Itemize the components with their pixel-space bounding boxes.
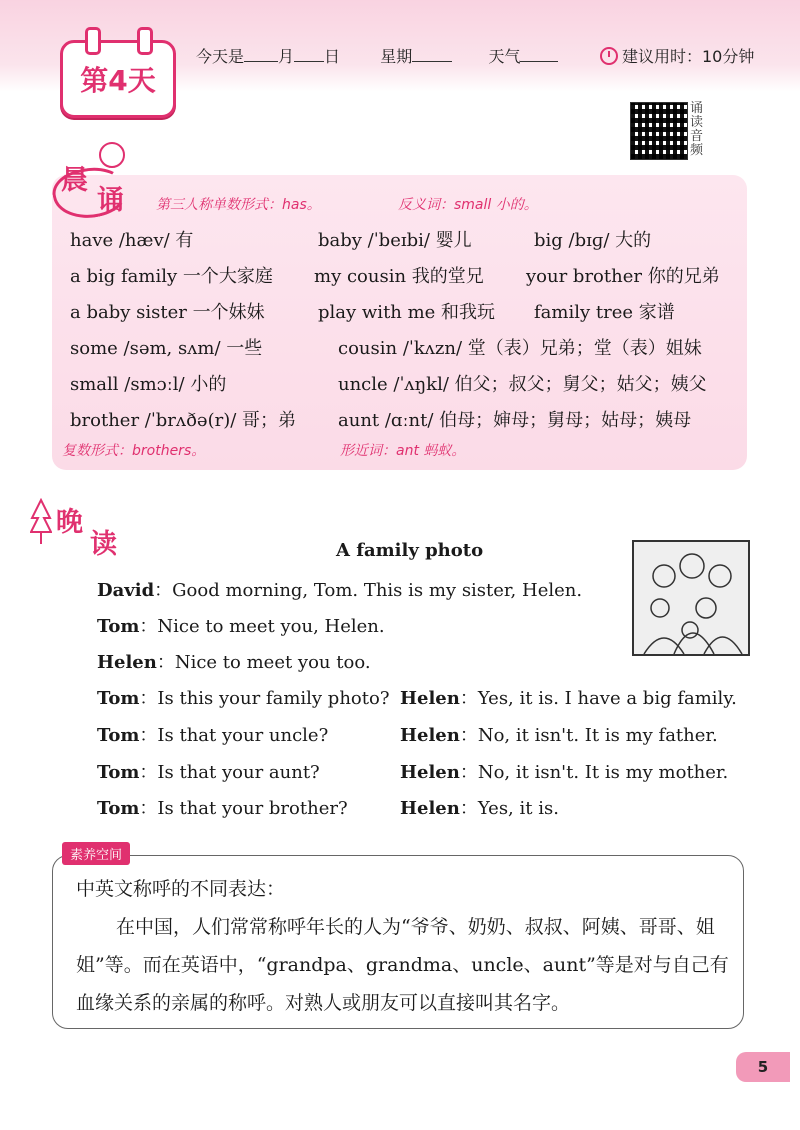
vocab-item: brother /ˈbrʌðə(r)/ 哥；弟 xyxy=(70,410,297,431)
qr-label: 诵读音频 xyxy=(690,101,704,158)
vocab-item: aunt /ɑːnt/ 伯母；婶母；舅母；姑母；姨母 xyxy=(338,410,692,431)
vocab-item: baby /ˈbeɪbi/ 婴儿 xyxy=(318,230,472,251)
day-badge xyxy=(60,40,176,118)
dialogue-answer: Helen：No, it isn't. It is my father. xyxy=(400,725,718,746)
extension-paragraph: 姐”等。而在英语中，“grandpa、grandma、uncle、aunt”等是对与自己有 xyxy=(76,954,729,976)
qr-code-icon[interactable] xyxy=(630,102,688,160)
vocab-item: play with me 和我玩 xyxy=(318,302,496,323)
dialogue-line: Tom：Nice to meet you, Helen. xyxy=(97,616,385,637)
evening-heading: 晚 读 xyxy=(28,490,124,560)
dialogue-question: Tom：Is that your aunt? xyxy=(97,762,320,783)
extension-tag: 素养空间 xyxy=(62,842,130,865)
extension-heading: 中英文称呼的不同表达： xyxy=(76,878,286,900)
vocab-item: family tree 家谱 xyxy=(534,302,675,323)
tree-icon xyxy=(30,498,52,546)
page-number: 5 xyxy=(736,1052,790,1082)
dialogue-answer: Helen：No, it isn't. It is my mother. xyxy=(400,762,729,783)
vocab-item: big /bɪɡ/ 大的 xyxy=(534,230,652,251)
vocab-item: some /səm, sʌm/ 一些 xyxy=(70,338,263,359)
day-label: 第4天 xyxy=(80,64,156,97)
dialogue-question: Tom：Is that your brother? xyxy=(97,798,348,819)
note-third-person: 第三人称单数形式：has。 xyxy=(156,197,321,213)
clock-icon xyxy=(600,47,618,65)
dialogue-answer: Helen：Yes, it is. I have a big family. xyxy=(400,688,737,709)
note-plural: 复数形式：brothers。 xyxy=(62,443,206,459)
date-fields: 今天是 月 日 星期 天气 xyxy=(196,44,558,67)
dialogue-line: Helen：Nice to meet you too. xyxy=(97,652,371,673)
story-title: A family photo xyxy=(336,540,484,561)
vocab-item: cousin /ˈkʌzn/ 堂（表）兄弟；堂（表）姐妹 xyxy=(338,338,702,359)
note-antonym: 反义词：small 小的。 xyxy=(398,197,538,213)
sun-icon xyxy=(99,142,125,168)
dialogue-question: Tom：Is that your uncle? xyxy=(97,725,329,746)
dialogue-answer: Helen：Yes, it is. xyxy=(400,798,559,819)
vocab-item: a big family 一个大家庭 xyxy=(70,266,273,287)
suggested-time: 建议用时：10分钟 xyxy=(600,44,754,67)
vocab-item: a baby sister 一个妹妹 xyxy=(70,302,265,323)
morning-heading: 晨 诵 xyxy=(45,152,141,222)
vocab-item: small /smɔːl/ 小的 xyxy=(70,374,227,395)
family-photo-illustration xyxy=(632,540,750,656)
note-similar: 形近词：ant 蚂蚁。 xyxy=(340,443,466,459)
vocab-item: my cousin 我的堂兄 xyxy=(314,266,484,287)
extension-paragraph: 在中国，人们常常称呼年长的人为“爷爷、奶奶、叔叔、阿姨、哥哥、姐 xyxy=(116,916,715,938)
dialogue-line: David：Good morning, Tom. This is my sister, Helen. xyxy=(97,580,583,601)
vocab-item: have /hæv/ 有 xyxy=(70,230,194,251)
vocab-item: your brother 你的兄弟 xyxy=(526,266,720,287)
dialogue-question: Tom：Is this your family photo? xyxy=(97,688,390,709)
vocab-item: uncle /ˈʌŋkl/ 伯父；叔父；舅父；姑父；姨父 xyxy=(338,374,707,395)
extension-paragraph: 血缘关系的亲属的称呼。对熟人或朋友可以直接叫其名字。 xyxy=(76,992,571,1014)
